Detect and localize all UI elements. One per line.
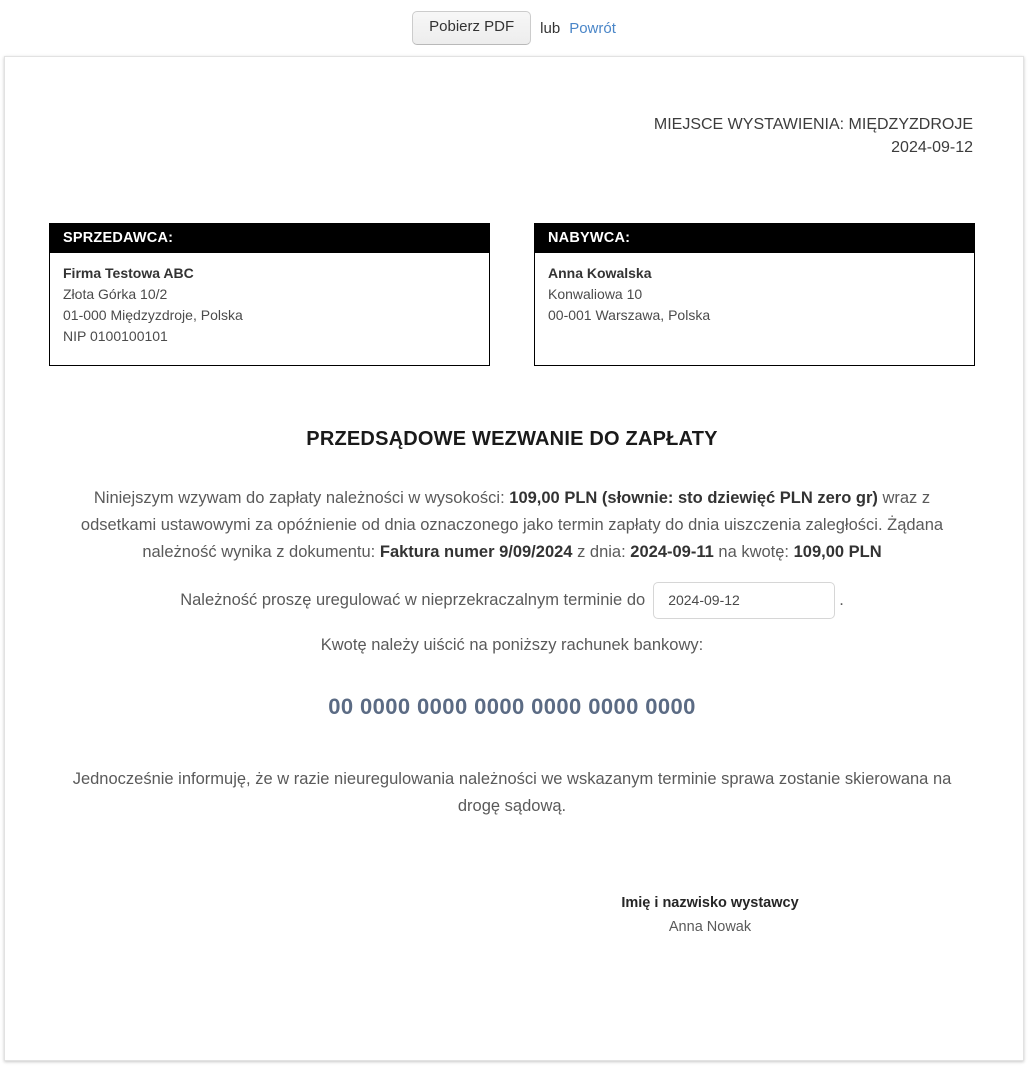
payment-term-row (49, 582, 975, 619)
payment-due-date-input[interactable] (653, 582, 835, 619)
seller-street: Złota Górka 10/2 (63, 286, 168, 303)
buyer-box-header: NABYWCA: (535, 224, 974, 253)
invoice-date: 2024-09-11 (630, 542, 714, 561)
bank-account-number: 00 0000 0000 0000 0000 0000 0000 (328, 694, 696, 720)
seller-city: 01-000 Międzyzdroje, Polska (63, 307, 243, 324)
demand-interest-text: wraz z odsetkami ustawowymi za opóźnienie od dnia oznaczonego jako termin zapłaty do dnia uiszczenia zaległości. Żądana należność wynika z dokumentu: (80, 489, 944, 561)
buyer-box-body (535, 253, 974, 355)
payment-term-label: Należność proszę uregulować w nieprzekraczalnym terminie do (180, 590, 646, 609)
signature-name: Anna Nowak (668, 918, 752, 935)
or-label: lub (540, 19, 561, 37)
payment-term-period: . (839, 590, 844, 609)
document-sheet (4, 56, 1024, 1061)
seller-tax-id: NIP 0100100101 (63, 328, 168, 345)
back-link[interactable]: Powrót (569, 19, 616, 37)
signature-section (49, 892, 975, 940)
bank-instruction-text: Kwotę należy uiścić na poniższy rachunek bankowy: (320, 635, 704, 654)
amount-in-words: 109,00 PLN (słownie: sto dziewięć PLN zero gr) (509, 489, 878, 508)
seller-box (49, 223, 490, 366)
issue-place-block (49, 113, 973, 159)
issue-place-text: MIEJSCE WYSTAWIENIA: MIĘDZYZDROJE (653, 116, 973, 133)
document-actions-toolbar (0, 0, 1028, 56)
demand-paragraph (54, 485, 970, 565)
document-title: PRZEDSĄDOWE WEZWANIE DO ZAPŁATY (306, 428, 718, 451)
invoice-reference: Faktura numer 9/09/2024 (379, 542, 573, 561)
invoice-amount-prefix: na kwotę: (718, 542, 790, 561)
buyer-street: Konwaliowa 10 (548, 286, 643, 303)
invoice-date-prefix: z dnia: (577, 542, 626, 561)
parties-section (49, 223, 975, 366)
issue-date-text: 2024-09-12 (891, 139, 973, 157)
invoice-amount: 109,00 PLN (793, 542, 882, 561)
buyer-name: Anna Kowalska (548, 265, 652, 282)
closing-paragraph: Jednocześnie informuję, że w razie nieuregulowania należności we wskazanym terminie sprawa zostanie skierowana na drogę sądową. (72, 770, 952, 815)
demand-intro-text: Niniejszym wzywam do zapłaty należności w wysokości: (93, 489, 505, 508)
signature-label: Imię i nazwisko wystawcy (621, 894, 799, 911)
seller-box-body (50, 253, 489, 365)
buyer-box (534, 223, 975, 366)
download-pdf-button[interactable]: Pobierz PDF (412, 11, 531, 45)
seller-name: Firma Testowa ABC (63, 265, 194, 282)
seller-box-header: SPRZEDAWCA: (50, 224, 489, 253)
buyer-city: 00-001 Warszawa, Polska (548, 307, 711, 324)
